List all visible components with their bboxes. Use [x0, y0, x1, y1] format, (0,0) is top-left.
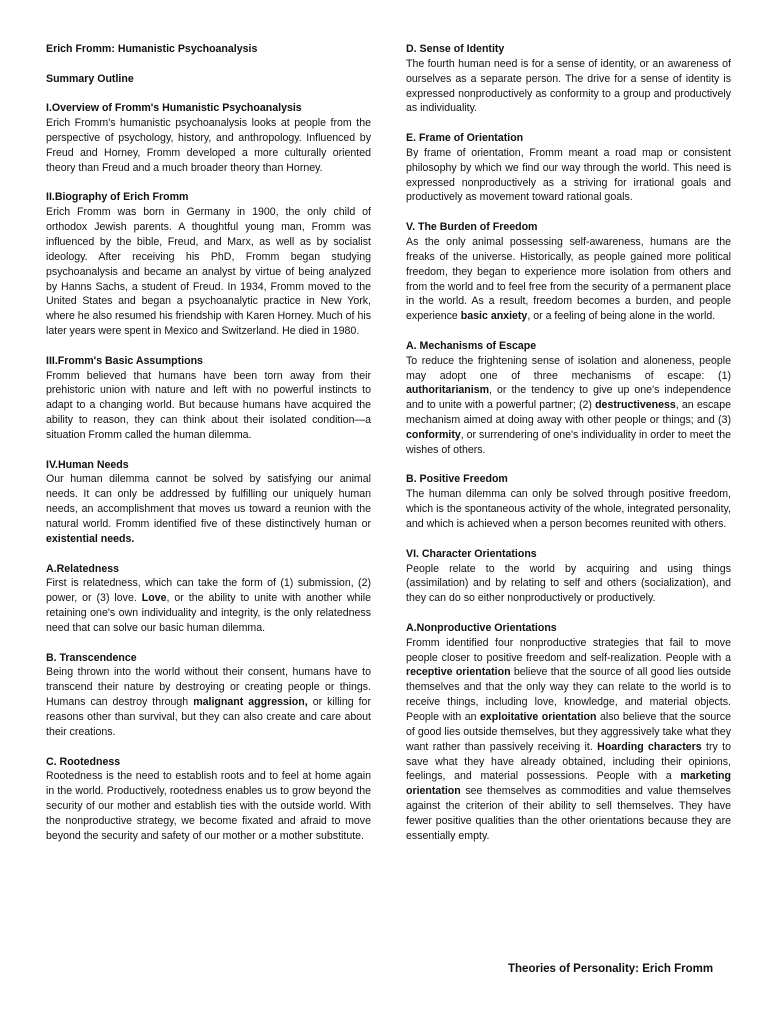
section-frame-of-orientation: [406, 131, 731, 205]
section-heading: E. Frame of Orientation: [406, 132, 524, 145]
section-sense-of-identity: [406, 42, 731, 116]
section-body: Fromm believed that humans have been torn away from their prehistoric union with nature and left with no powerful instincts to adapt to a changing world. But because humans have acquired the ability to reason, they can think about their isolated condition—a situation Fromm called the human dilemma.: [46, 369, 371, 441]
section-heading: B. Positive Freedom: [406, 473, 508, 486]
bold-term: basic anxiety: [460, 310, 528, 323]
body-text: see themselves as commodities and value themselves against the criterion of their ability to sell themselves. They have fewer positive qualities than the other orientations because they are essentially empty.: [406, 785, 731, 842]
bold-term: existential needs.: [46, 532, 135, 545]
section-positive-freedom: [406, 472, 731, 531]
section-human-needs: [46, 458, 371, 547]
body-text: To reduce the frightening sense of isolation and aloneness, people may adopt one of three mechanisms of escape: (1): [406, 354, 731, 382]
body-text: believe that the source of all good lies outside themselves and that the only way they can relate to the world is to receive things, including love, knowledge, and material objects. People with an: [406, 666, 731, 723]
section-mechanisms-of-escape: [406, 339, 731, 458]
body-text: , or surrendering of one's individuality in order to meet the wishes of others.: [406, 428, 731, 456]
section-body: [406, 235, 731, 324]
section-biography: [46, 190, 371, 338]
bold-term: conformity: [406, 428, 461, 441]
section-body: [46, 665, 371, 739]
section-body: [406, 354, 731, 458]
section-heading: V. The Burden of Freedom: [406, 221, 538, 234]
section-body: By frame of orientation, Fromm meant a road map or consistent philosophy by which we find our way through the world. This need is expressed nonproductively as a striving for irrational goals and productively as movement toward rational goals.: [406, 146, 731, 204]
bold-term: exploitative orientation: [480, 710, 597, 723]
summary-block: [46, 72, 371, 87]
bold-term: malignant aggression,: [193, 696, 308, 709]
section-body: Rootedness is the need to establish roots and to feel at home again in the world. Productively, rootedness enables us to grow beyond the security of our mother and establish ties with the outside world. With the nonproductive strategy, we become fixated and afraid to move beyond the security and safety of our mother or a mother substitute.: [46, 770, 371, 842]
section-body: Erich Fromm's humanistic psychoanalysis looks at people from the perspective of psychology, history, and anthropology. Influenced by Freud and Horney, Fromm developed a more culturally oriented theory than Freud and a much broader theory than Horney.: [46, 117, 371, 174]
body-text: also believe that the source of good lies outside themselves, but they aggressively take what they want rather than passively receiving it.: [406, 710, 731, 753]
section-heading: A.Nonproductive Orientations: [406, 621, 557, 634]
bold-term: marketing orientation: [406, 770, 731, 798]
body-text: , or a feeling of being alone in the world.: [527, 310, 716, 323]
section-heading: IV.Human Needs: [46, 458, 129, 471]
body-text: or killing for reasons other than survival, but they can also create and care about their creations.: [46, 696, 371, 738]
body-text: Our human dilemma cannot be solved by satisfying our animal needs. It can only be addressed by fulfilling our uniquely human needs, an accomplishment that moves us toward a reunion with the natural world. Fromm identified five of these distinctively human or: [46, 473, 371, 530]
section-overview: [46, 101, 371, 175]
section-heading: C. Rootedness: [46, 755, 121, 768]
section-heading: A.Relatedness: [46, 562, 120, 575]
section-relatedness: [46, 562, 371, 636]
body-text: , or the ability to unite with another while retaining one's own individuality and integrity, is the only relatedness need that can solve our basic human dilemma.: [46, 592, 371, 634]
section-body: The fourth human need is for a sense of identity, or an awareness of ourselves as a separate person. The drive for a sense of identity is expressed nonproductively as conformity to a group and productively as individuality.: [406, 57, 731, 115]
page-footer: Theories of Personality: Erich Fromm: [508, 963, 714, 975]
section-heading: I.Overview of Fromm's Humanistic Psychoanalysis: [46, 102, 302, 115]
section-rootedness: [46, 755, 371, 844]
document-title: Erich Fromm: Humanistic Psychoanalysis: [46, 43, 258, 55]
section-heading: VI. Character Orientations: [406, 547, 537, 560]
section-heading: II.Biography of Erich Fromm: [46, 191, 189, 204]
body-text: try to save what they have already obtained, including their opinions, feelings, and material possessions. People with a: [406, 740, 732, 783]
section-body: Erich Fromm was born in Germany in 1900, the only child of orthodox Jewish parents. A thoughtful young man, Fromm was influenced by the bible, Freud, and Marx, as well as by socialist ideology. After receiving his PhD, Fromm began studying psychoanalysis and became an analyst by virtue of being analyzed by Hanns Sachs, a student of Freud. In 1934, Fromm moved to the United States and began a psychoanalytic practice in New York, where he also resumed his friendship with Karen Horney. Much of his later years were spent in Mexico and Switzerland. He died in 1980.: [46, 206, 371, 338]
body-text: , or the tendency to give up one's independence and to unite with a powerful partner; (2): [406, 384, 731, 412]
section-burden-of-freedom: [406, 220, 731, 324]
body-text: As the only animal possessing self-awareness, humans are the freaks of the universe. Historically, as people gained more political freedom, they began to experience more isolation from others and from the world and to feel free from the security of a permanent place in the world. As a result, freedom becomes a burden, and people experience: [406, 235, 731, 323]
title-block: [46, 42, 371, 57]
section-body: [46, 576, 371, 635]
section-basic-assumptions: [46, 354, 371, 443]
bold-term: receptive orientation: [406, 666, 511, 679]
section-heading: D. Sense of Identity: [406, 43, 505, 55]
right-column: [406, 42, 731, 844]
section-body: People relate to the world by acquiring and using things (assimilation) and by relating to self and others (socialization), and they can do so either nonproductively or productively.: [406, 562, 731, 605]
bold-term: destructiveness: [595, 399, 676, 412]
section-character-orientations: [406, 547, 731, 606]
bold-term: authoritarianism: [406, 384, 490, 397]
section-body: The human dilemma can only be solved through positive freedom, which is the spontaneous activity of the whole, integrated personality, and which is achieved when a person becomes reunited with others.: [406, 488, 731, 530]
section-heading: B. Transcendence: [46, 651, 137, 664]
section-heading: III.Fromm's Basic Assumptions: [46, 354, 203, 367]
section-body: [46, 472, 371, 546]
section-nonproductive-orientations: [406, 621, 731, 844]
left-column: [46, 42, 371, 844]
body-text: , an escape mechanism aimed at doing away with other people or things; and (3): [406, 399, 731, 427]
body-text: Fromm identified four nonproductive strategies that fail to move people closer to positive freedom and self-realization. People with a: [406, 636, 731, 664]
body-text: First is relatedness, which can take the form of (1) submission, (2) power, or (3) love.: [46, 577, 371, 605]
bold-term: Love: [141, 592, 167, 605]
section-heading: A. Mechanisms of Escape: [406, 339, 537, 352]
section-body: [406, 636, 731, 844]
section-transcendence: [46, 651, 371, 740]
body-text: Being thrown into the world without their consent, humans have to transcend their nature by destroying or creating people or things. Humans can destroy through: [46, 666, 371, 709]
bold-term: Hoarding characters: [597, 740, 702, 753]
summary-outline-label: Summary Outline: [46, 72, 134, 85]
